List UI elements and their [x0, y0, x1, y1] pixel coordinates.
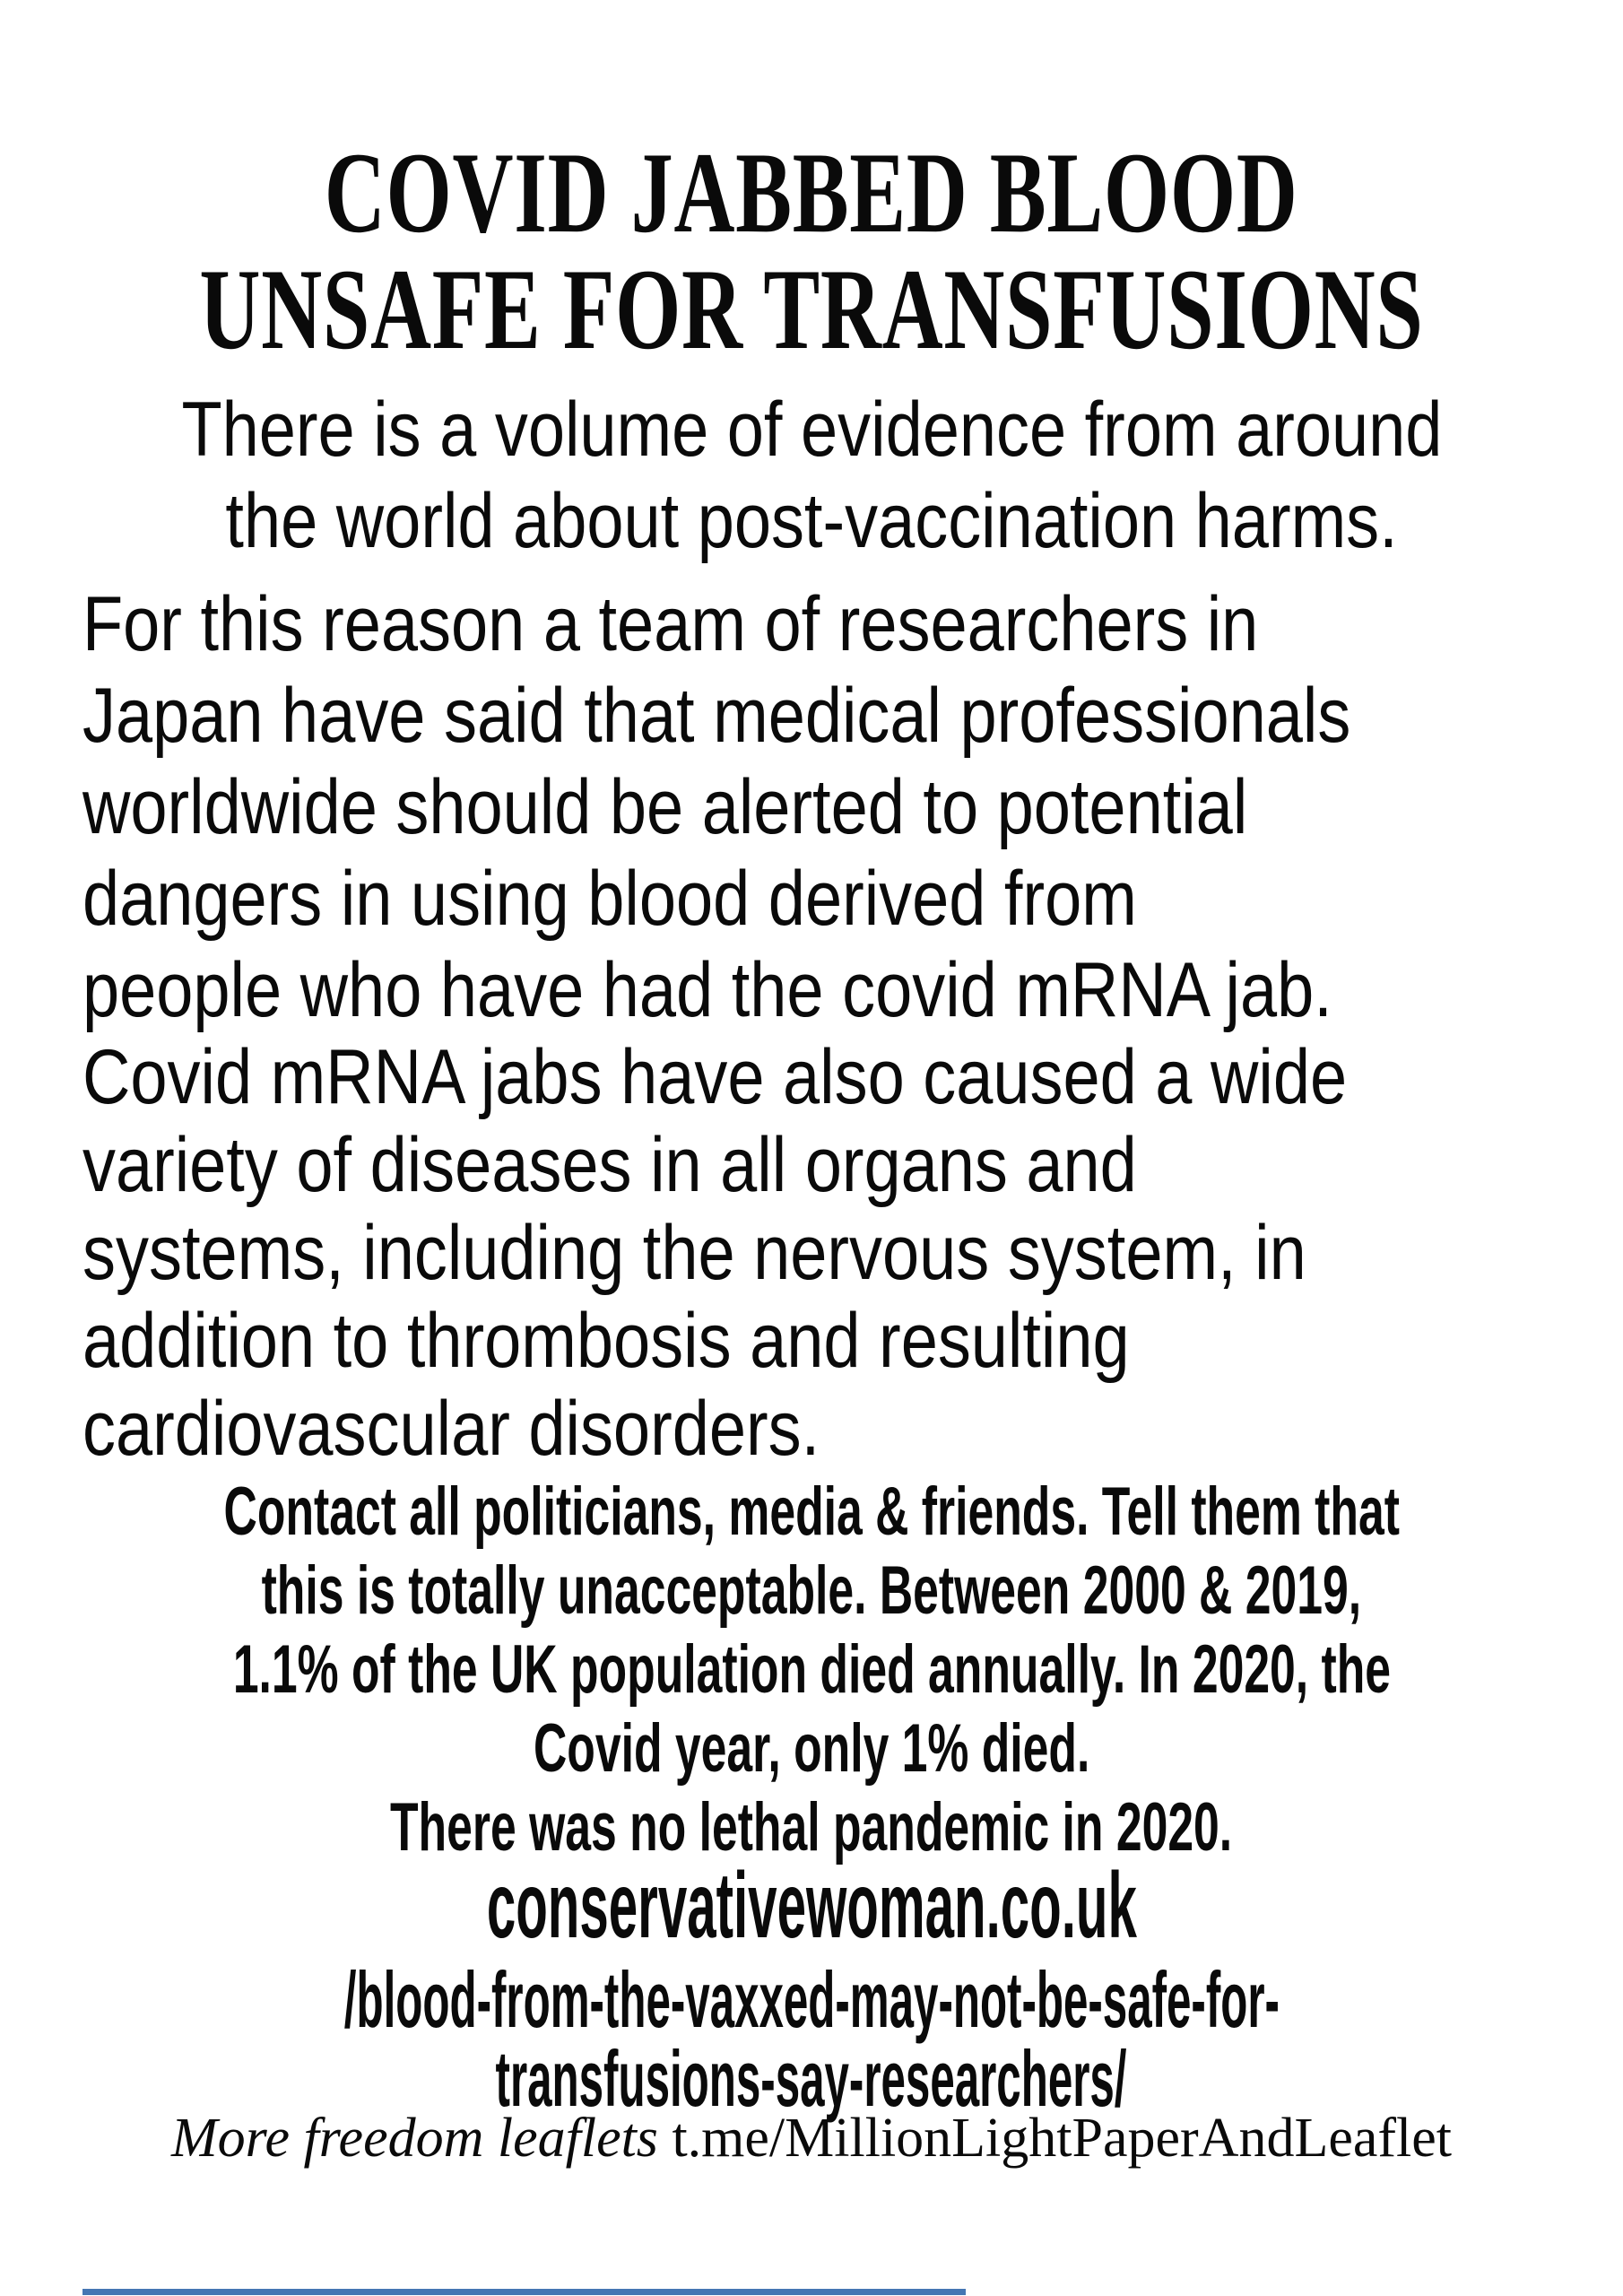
bottom-accent-line: [82, 2289, 966, 2295]
source-path-line: /blood-from-the-vaxxed-may-not-be-safe-for-: [343, 1955, 1280, 2044]
footer-leaflets-label: More freedom leaflets: [171, 2108, 658, 2169]
intro-line: the world about post-vaccination harms.: [225, 478, 1398, 564]
footer-telegram-address: t.me/MillionLightPaperAndLeaflet: [657, 2108, 1452, 2169]
headline-line: UNSAFE FOR TRANSFUSIONS: [199, 245, 1424, 373]
source-block: [0, 1854, 1623, 2123]
paragraph-line: people who have had the covid mRNA jab.: [82, 947, 1332, 1033]
paragraph-diseases: [0, 1033, 1623, 1473]
cta-line: this is totally unacceptable. Between 2000 & 2019,: [261, 1552, 1362, 1629]
paragraph-line: Japan have said that medical professionals: [82, 673, 1351, 759]
source-site: conservativewoman.co.uk: [486, 1854, 1137, 1958]
paragraph-line: addition to thrombosis and resulting: [82, 1298, 1130, 1384]
paragraph-line: dangers in using blood derived from: [82, 856, 1137, 942]
paragraph-line: variety of diseases in all organs and: [82, 1122, 1137, 1208]
paragraph-japan: [0, 578, 1623, 1036]
cta-line: Contact all politicians, media & friends. Tell them that: [223, 1474, 1400, 1550]
paragraph-line: cardiovascular disorders.: [82, 1386, 820, 1472]
intro-line: There is a volume of evidence from around: [181, 387, 1442, 473]
source-path-line: transfusions-say-researchers/: [496, 2034, 1127, 2123]
footer: [0, 2106, 1623, 2170]
paragraph-line: Covid mRNA jabs have also caused a wide: [82, 1034, 1348, 1120]
paragraph-line: worldwide should be alerted to potential: [82, 764, 1248, 850]
intro-paragraph: [0, 384, 1623, 567]
footer-line: [171, 2106, 1452, 2170]
cta-line: Covid year, only 1% died.: [533, 1710, 1090, 1787]
cta-line: There was no lethal pandemic in 2020.: [390, 1789, 1233, 1866]
call-to-action: [0, 1473, 1623, 1867]
paragraph-line: systems, including the nervous system, in: [82, 1210, 1306, 1296]
headline-line: COVID JABBED BLOOD: [325, 128, 1298, 257]
paragraph-line: For this reason a team of researchers in: [82, 581, 1259, 667]
headline: [0, 128, 1623, 373]
cta-line: 1.1% of the UK population died annually. In 2020, the: [232, 1631, 1391, 1708]
